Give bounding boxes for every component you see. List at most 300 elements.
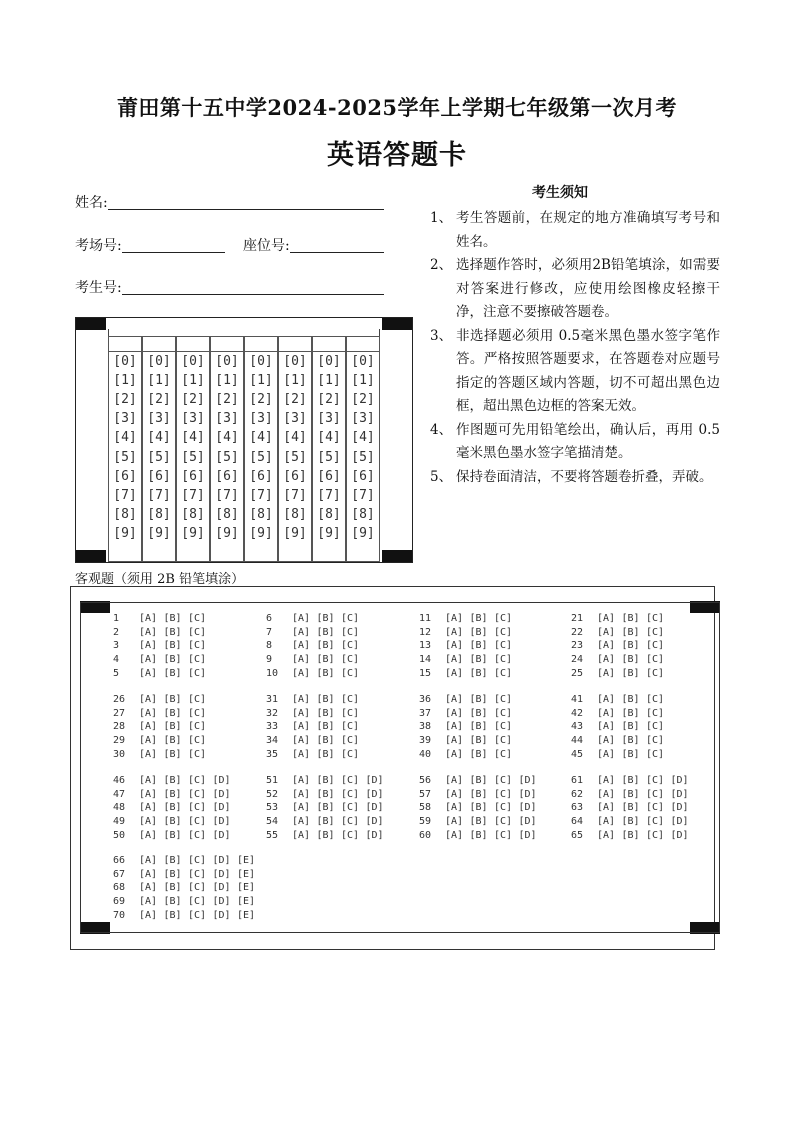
- answer-bubble[interactable]: [A]: [597, 667, 616, 679]
- answer-bubble[interactable]: [A]: [139, 855, 158, 866]
- id-digit-entry[interactable]: [210, 336, 244, 352]
- answer-bubble[interactable]: [B]: [469, 802, 488, 814]
- id-bubble[interactable]: [8]: [113, 506, 137, 522]
- answer-bubble[interactable]: [A]: [139, 613, 158, 624]
- answer-bubble[interactable]: [C]: [341, 626, 360, 638]
- answer-bubble[interactable]: [A]: [292, 626, 311, 638]
- answer-bubble[interactable]: [B]: [621, 667, 640, 679]
- answer-bubble[interactable]: [D]: [212, 909, 231, 921]
- answer-bubble[interactable]: [C]: [646, 613, 665, 624]
- id-bubble[interactable]: [7]: [181, 487, 205, 503]
- answer-bubble[interactable]: [C]: [494, 626, 513, 638]
- answer-bubble[interactable]: [A]: [139, 654, 158, 666]
- answer-bubble[interactable]: [B]: [621, 735, 640, 747]
- id-bubble[interactable]: [4]: [147, 430, 171, 446]
- answer-bubble[interactable]: [C]: [494, 707, 513, 719]
- id-bubble[interactable]: [5]: [147, 449, 171, 465]
- answer-bubble[interactable]: [B]: [316, 707, 335, 719]
- id-bubble[interactable]: [2]: [113, 392, 137, 408]
- answer-bubble[interactable]: [D]: [518, 775, 537, 786]
- answer-bubble[interactable]: [C]: [341, 694, 360, 705]
- answer-bubble[interactable]: [B]: [163, 896, 182, 908]
- answer-bubble[interactable]: [A]: [292, 667, 311, 679]
- id-digit-entry[interactable]: [278, 336, 312, 352]
- answer-bubble[interactable]: [B]: [163, 816, 182, 828]
- answer-bubble[interactable]: [D]: [518, 816, 537, 828]
- answer-bubble[interactable]: [D]: [212, 896, 231, 908]
- answer-bubble[interactable]: [B]: [621, 654, 640, 666]
- answer-bubble[interactable]: [B]: [316, 802, 335, 814]
- answer-bubble[interactable]: [B]: [469, 694, 488, 705]
- answer-bubble[interactable]: [B]: [621, 829, 640, 841]
- answer-bubble[interactable]: [A]: [445, 735, 464, 747]
- id-bubble[interactable]: [4]: [215, 430, 239, 446]
- answer-bubble[interactable]: [B]: [316, 721, 335, 733]
- answer-bubble[interactable]: [B]: [163, 882, 182, 894]
- id-digit-entry[interactable]: [108, 336, 142, 352]
- id-bubble[interactable]: [6]: [181, 468, 205, 484]
- answer-bubble[interactable]: [A]: [292, 816, 311, 828]
- answer-bubble[interactable]: [C]: [494, 816, 513, 828]
- answer-bubble[interactable]: [A]: [597, 707, 616, 719]
- answer-bubble[interactable]: [C]: [494, 775, 513, 786]
- answer-bubble[interactable]: [D]: [365, 802, 384, 814]
- id-bubble[interactable]: [0]: [283, 354, 307, 369]
- answer-bubble[interactable]: [D]: [212, 829, 231, 841]
- answer-bubble[interactable]: [B]: [163, 626, 182, 638]
- answer-bubble[interactable]: [A]: [139, 896, 158, 908]
- answer-bubble[interactable]: [B]: [621, 707, 640, 719]
- id-bubble[interactable]: [1]: [249, 373, 273, 389]
- answer-bubble[interactable]: [D]: [365, 816, 384, 828]
- answer-bubble[interactable]: [C]: [646, 788, 665, 800]
- id-bubble[interactable]: [2]: [317, 392, 341, 408]
- answer-bubble[interactable]: [D]: [212, 882, 231, 894]
- answer-bubble[interactable]: [C]: [646, 626, 665, 638]
- id-bubble[interactable]: [3]: [351, 411, 375, 427]
- answer-bubble[interactable]: [B]: [163, 735, 182, 747]
- answer-bubble[interactable]: [A]: [597, 626, 616, 638]
- answer-bubble[interactable]: [C]: [188, 748, 207, 760]
- answer-bubble[interactable]: [A]: [597, 802, 616, 814]
- answer-bubble[interactable]: [B]: [469, 707, 488, 719]
- id-bubble[interactable]: [1]: [113, 373, 137, 389]
- answer-bubble[interactable]: [A]: [139, 868, 158, 880]
- answer-bubble[interactable]: [A]: [445, 775, 464, 786]
- answer-bubble[interactable]: [C]: [188, 626, 207, 638]
- answer-bubble[interactable]: [A]: [139, 802, 158, 814]
- id-bubble[interactable]: [8]: [147, 506, 171, 522]
- answer-bubble[interactable]: [D]: [365, 829, 384, 841]
- answer-bubble[interactable]: [D]: [670, 816, 689, 828]
- id-bubble[interactable]: [2]: [181, 392, 205, 408]
- answer-bubble[interactable]: [D]: [518, 788, 537, 800]
- exam-room-input[interactable]: [122, 238, 225, 253]
- answer-bubble[interactable]: [C]: [341, 721, 360, 733]
- answer-bubble[interactable]: [A]: [139, 788, 158, 800]
- id-bubble[interactable]: [3]: [249, 411, 273, 427]
- answer-bubble[interactable]: [C]: [646, 816, 665, 828]
- answer-bubble[interactable]: [D]: [365, 788, 384, 800]
- id-digit-entry[interactable]: [244, 336, 278, 352]
- id-bubble[interactable]: [4]: [351, 430, 375, 446]
- id-bubble[interactable]: [6]: [283, 468, 307, 484]
- answer-bubble[interactable]: [C]: [341, 748, 360, 760]
- answer-bubble[interactable]: [A]: [597, 640, 616, 652]
- answer-bubble[interactable]: [C]: [646, 640, 665, 652]
- answer-bubble[interactable]: [A]: [292, 613, 311, 624]
- answer-bubble[interactable]: [B]: [163, 855, 182, 866]
- answer-bubble[interactable]: [A]: [597, 613, 616, 624]
- answer-bubble[interactable]: [B]: [469, 613, 488, 624]
- answer-bubble[interactable]: [C]: [494, 613, 513, 624]
- answer-bubble[interactable]: [A]: [445, 626, 464, 638]
- answer-bubble[interactable]: [B]: [469, 654, 488, 666]
- answer-bubble[interactable]: [C]: [188, 735, 207, 747]
- answer-bubble[interactable]: [A]: [292, 707, 311, 719]
- answer-bubble[interactable]: [A]: [445, 802, 464, 814]
- answer-bubble[interactable]: [A]: [445, 788, 464, 800]
- answer-bubble[interactable]: [A]: [597, 748, 616, 760]
- answer-bubble[interactable]: [B]: [163, 654, 182, 666]
- answer-bubble[interactable]: [B]: [163, 707, 182, 719]
- id-bubble[interactable]: [5]: [113, 449, 137, 465]
- answer-bubble[interactable]: [A]: [597, 816, 616, 828]
- answer-bubble[interactable]: [B]: [316, 816, 335, 828]
- answer-bubble[interactable]: [A]: [292, 694, 311, 705]
- id-bubble[interactable]: [4]: [283, 430, 307, 446]
- answer-bubble[interactable]: [C]: [494, 829, 513, 841]
- answer-bubble[interactable]: [B]: [316, 613, 335, 624]
- id-bubble[interactable]: [6]: [317, 468, 341, 484]
- answer-bubble[interactable]: [B]: [469, 748, 488, 760]
- id-bubble[interactable]: [3]: [317, 411, 341, 427]
- id-bubble[interactable]: [2]: [215, 392, 239, 408]
- answer-bubble[interactable]: [B]: [621, 748, 640, 760]
- answer-bubble[interactable]: [A]: [445, 654, 464, 666]
- id-bubble[interactable]: [5]: [351, 449, 375, 465]
- answer-bubble[interactable]: [A]: [445, 816, 464, 828]
- id-bubble[interactable]: [6]: [113, 468, 137, 484]
- answer-bubble[interactable]: [A]: [597, 735, 616, 747]
- answer-bubble[interactable]: [B]: [163, 721, 182, 733]
- id-bubble[interactable]: [3]: [113, 411, 137, 427]
- answer-bubble[interactable]: [B]: [163, 802, 182, 814]
- id-bubble[interactable]: [9]: [317, 525, 341, 541]
- id-bubble[interactable]: [9]: [249, 525, 273, 541]
- id-bubble[interactable]: [1]: [317, 373, 341, 389]
- answer-bubble[interactable]: [C]: [494, 667, 513, 679]
- answer-bubble[interactable]: [E]: [237, 855, 256, 866]
- answer-bubble[interactable]: [D]: [212, 868, 231, 880]
- answer-bubble[interactable]: [B]: [316, 748, 335, 760]
- answer-bubble[interactable]: [A]: [292, 654, 311, 666]
- answer-bubble[interactable]: [B]: [469, 735, 488, 747]
- id-bubble[interactable]: [1]: [351, 373, 375, 389]
- answer-bubble[interactable]: [A]: [445, 613, 464, 624]
- answer-bubble[interactable]: [B]: [163, 748, 182, 760]
- id-bubble[interactable]: [7]: [351, 487, 375, 503]
- answer-bubble[interactable]: [E]: [237, 868, 256, 880]
- answer-bubble[interactable]: [C]: [341, 788, 360, 800]
- answer-bubble[interactable]: [C]: [188, 775, 207, 786]
- answer-bubble[interactable]: [A]: [292, 721, 311, 733]
- id-bubble[interactable]: [3]: [283, 411, 307, 427]
- answer-bubble[interactable]: [B]: [316, 667, 335, 679]
- answer-bubble[interactable]: [B]: [469, 775, 488, 786]
- answer-bubble[interactable]: [B]: [163, 667, 182, 679]
- answer-bubble[interactable]: [B]: [469, 788, 488, 800]
- answer-bubble[interactable]: [C]: [646, 721, 665, 733]
- answer-bubble[interactable]: [A]: [139, 694, 158, 705]
- answer-bubble[interactable]: [C]: [341, 707, 360, 719]
- id-bubble[interactable]: [9]: [113, 525, 137, 541]
- answer-bubble[interactable]: [A]: [597, 775, 616, 786]
- answer-bubble[interactable]: [A]: [292, 640, 311, 652]
- answer-bubble[interactable]: [D]: [518, 829, 537, 841]
- id-bubble[interactable]: [0]: [181, 354, 205, 369]
- answer-bubble[interactable]: [C]: [188, 640, 207, 652]
- answer-bubble[interactable]: [B]: [621, 613, 640, 624]
- id-bubble[interactable]: [1]: [181, 373, 205, 389]
- answer-bubble[interactable]: [C]: [341, 829, 360, 841]
- id-bubble[interactable]: [5]: [249, 449, 273, 465]
- answer-bubble[interactable]: [A]: [139, 721, 158, 733]
- answer-bubble[interactable]: [B]: [316, 775, 335, 786]
- id-bubble[interactable]: [8]: [351, 506, 375, 522]
- answer-bubble[interactable]: [C]: [646, 707, 665, 719]
- answer-bubble[interactable]: [C]: [646, 748, 665, 760]
- id-bubble[interactable]: [3]: [181, 411, 205, 427]
- id-bubble[interactable]: [7]: [249, 487, 273, 503]
- answer-bubble[interactable]: [A]: [292, 829, 311, 841]
- answer-bubble[interactable]: [A]: [139, 640, 158, 652]
- id-bubble[interactable]: [8]: [283, 506, 307, 522]
- answer-bubble[interactable]: [E]: [237, 909, 256, 921]
- student-id-input[interactable]: [122, 280, 384, 295]
- id-bubble[interactable]: [2]: [351, 392, 375, 408]
- id-bubble[interactable]: [0]: [215, 354, 239, 369]
- id-bubble[interactable]: [4]: [181, 430, 205, 446]
- answer-bubble[interactable]: [A]: [445, 694, 464, 705]
- answer-bubble[interactable]: [C]: [188, 707, 207, 719]
- id-bubble[interactable]: [6]: [351, 468, 375, 484]
- answer-bubble[interactable]: [A]: [597, 721, 616, 733]
- answer-bubble[interactable]: [B]: [621, 721, 640, 733]
- answer-bubble[interactable]: [D]: [365, 775, 384, 786]
- answer-bubble[interactable]: [B]: [621, 640, 640, 652]
- id-bubble[interactable]: [0]: [249, 354, 273, 369]
- answer-bubble[interactable]: [B]: [163, 640, 182, 652]
- id-bubble[interactable]: [9]: [283, 525, 307, 541]
- answer-bubble[interactable]: [A]: [597, 788, 616, 800]
- id-bubble[interactable]: [4]: [113, 430, 137, 446]
- answer-bubble[interactable]: [C]: [341, 775, 360, 786]
- answer-bubble[interactable]: [D]: [670, 788, 689, 800]
- answer-bubble[interactable]: [A]: [445, 829, 464, 841]
- answer-bubble[interactable]: [C]: [188, 909, 207, 921]
- answer-bubble[interactable]: [C]: [494, 694, 513, 705]
- answer-bubble[interactable]: [D]: [212, 788, 231, 800]
- answer-bubble[interactable]: [B]: [621, 626, 640, 638]
- answer-bubble[interactable]: [D]: [212, 816, 231, 828]
- answer-bubble[interactable]: [C]: [188, 868, 207, 880]
- answer-bubble[interactable]: [B]: [163, 694, 182, 705]
- answer-bubble[interactable]: [B]: [469, 816, 488, 828]
- id-bubble[interactable]: [4]: [249, 430, 273, 446]
- answer-bubble[interactable]: [C]: [494, 654, 513, 666]
- id-bubble[interactable]: [5]: [317, 449, 341, 465]
- answer-bubble[interactable]: [C]: [494, 788, 513, 800]
- answer-bubble[interactable]: [A]: [292, 735, 311, 747]
- answer-bubble[interactable]: [C]: [188, 829, 207, 841]
- answer-bubble[interactable]: [B]: [469, 626, 488, 638]
- id-bubble[interactable]: [9]: [147, 525, 171, 541]
- id-bubble[interactable]: [8]: [215, 506, 239, 522]
- answer-bubble[interactable]: [B]: [316, 654, 335, 666]
- id-bubble[interactable]: [7]: [215, 487, 239, 503]
- answer-bubble[interactable]: [D]: [670, 829, 689, 841]
- answer-bubble[interactable]: [D]: [670, 802, 689, 814]
- seat-input[interactable]: [290, 238, 384, 253]
- id-bubble[interactable]: [1]: [283, 373, 307, 389]
- id-bubble[interactable]: [5]: [283, 449, 307, 465]
- answer-bubble[interactable]: [A]: [139, 667, 158, 679]
- answer-bubble[interactable]: [C]: [188, 882, 207, 894]
- answer-bubble[interactable]: [C]: [341, 816, 360, 828]
- answer-bubble[interactable]: [E]: [237, 896, 256, 908]
- answer-bubble[interactable]: [C]: [188, 816, 207, 828]
- answer-bubble[interactable]: [C]: [494, 748, 513, 760]
- answer-bubble[interactable]: [C]: [646, 694, 665, 705]
- id-bubble[interactable]: [5]: [215, 449, 239, 465]
- answer-bubble[interactable]: [A]: [139, 626, 158, 638]
- id-bubble[interactable]: [1]: [147, 373, 171, 389]
- id-bubble[interactable]: [6]: [147, 468, 171, 484]
- answer-bubble[interactable]: [B]: [316, 788, 335, 800]
- answer-bubble[interactable]: [B]: [163, 788, 182, 800]
- answer-bubble[interactable]: [A]: [139, 775, 158, 786]
- id-bubble[interactable]: [2]: [147, 392, 171, 408]
- name-input[interactable]: [108, 195, 384, 210]
- answer-bubble[interactable]: [A]: [139, 707, 158, 719]
- answer-bubble[interactable]: [D]: [212, 855, 231, 866]
- answer-bubble[interactable]: [B]: [621, 788, 640, 800]
- id-bubble[interactable]: [0]: [351, 354, 375, 369]
- answer-bubble[interactable]: [C]: [341, 735, 360, 747]
- answer-bubble[interactable]: [B]: [316, 735, 335, 747]
- answer-bubble[interactable]: [A]: [597, 654, 616, 666]
- answer-bubble[interactable]: [A]: [597, 829, 616, 841]
- answer-bubble[interactable]: [C]: [341, 654, 360, 666]
- answer-bubble[interactable]: [C]: [188, 788, 207, 800]
- id-bubble[interactable]: [5]: [181, 449, 205, 465]
- answer-bubble[interactable]: [D]: [212, 802, 231, 814]
- answer-bubble[interactable]: [C]: [494, 802, 513, 814]
- id-bubble[interactable]: [7]: [317, 487, 341, 503]
- answer-bubble[interactable]: [C]: [646, 667, 665, 679]
- answer-bubble[interactable]: [B]: [621, 694, 640, 705]
- answer-bubble[interactable]: [C]: [188, 613, 207, 624]
- answer-bubble[interactable]: [A]: [292, 748, 311, 760]
- answer-bubble[interactable]: [A]: [139, 748, 158, 760]
- answer-bubble[interactable]: [B]: [316, 640, 335, 652]
- answer-bubble[interactable]: [B]: [316, 626, 335, 638]
- answer-bubble[interactable]: [C]: [646, 735, 665, 747]
- answer-bubble[interactable]: [C]: [188, 721, 207, 733]
- answer-bubble[interactable]: [A]: [139, 909, 158, 921]
- answer-bubble[interactable]: [C]: [188, 802, 207, 814]
- id-digit-entry[interactable]: [312, 336, 346, 352]
- id-digit-entry[interactable]: [346, 336, 380, 352]
- answer-bubble[interactable]: [A]: [445, 667, 464, 679]
- id-bubble[interactable]: [2]: [249, 392, 273, 408]
- id-bubble[interactable]: [7]: [283, 487, 307, 503]
- answer-bubble[interactable]: [B]: [163, 868, 182, 880]
- id-bubble[interactable]: [0]: [147, 354, 171, 369]
- id-bubble[interactable]: [8]: [181, 506, 205, 522]
- answer-bubble[interactable]: [C]: [494, 721, 513, 733]
- answer-bubble[interactable]: [C]: [341, 640, 360, 652]
- id-bubble[interactable]: [8]: [249, 506, 273, 522]
- answer-bubble[interactable]: [A]: [445, 721, 464, 733]
- answer-bubble[interactable]: [B]: [316, 694, 335, 705]
- answer-bubble[interactable]: [C]: [646, 802, 665, 814]
- id-bubble[interactable]: [0]: [113, 354, 137, 369]
- answer-bubble[interactable]: [A]: [292, 802, 311, 814]
- answer-bubble[interactable]: [E]: [237, 882, 256, 894]
- answer-bubble[interactable]: [A]: [445, 707, 464, 719]
- answer-bubble[interactable]: [B]: [316, 829, 335, 841]
- id-bubble[interactable]: [1]: [215, 373, 239, 389]
- answer-bubble[interactable]: [B]: [163, 909, 182, 921]
- id-bubble[interactable]: [7]: [147, 487, 171, 503]
- id-bubble[interactable]: [6]: [249, 468, 273, 484]
- answer-bubble[interactable]: [C]: [188, 896, 207, 908]
- answer-bubble[interactable]: [D]: [212, 775, 231, 786]
- answer-bubble[interactable]: [A]: [139, 882, 158, 894]
- answer-bubble[interactable]: [C]: [646, 775, 665, 786]
- answer-bubble[interactable]: [A]: [292, 788, 311, 800]
- answer-bubble[interactable]: [A]: [597, 694, 616, 705]
- id-bubble[interactable]: [8]: [317, 506, 341, 522]
- id-bubble[interactable]: [9]: [351, 525, 375, 541]
- id-bubble[interactable]: [7]: [113, 487, 137, 503]
- answer-bubble[interactable]: [C]: [188, 667, 207, 679]
- id-bubble[interactable]: [9]: [215, 525, 239, 541]
- id-digit-entry[interactable]: [176, 336, 210, 352]
- answer-bubble[interactable]: [A]: [445, 748, 464, 760]
- answer-bubble[interactable]: [C]: [341, 802, 360, 814]
- answer-bubble[interactable]: [C]: [188, 694, 207, 705]
- answer-bubble[interactable]: [B]: [621, 775, 640, 786]
- answer-bubble[interactable]: [C]: [341, 613, 360, 624]
- answer-bubble[interactable]: [C]: [646, 654, 665, 666]
- id-bubble[interactable]: [3]: [147, 411, 171, 427]
- answer-bubble[interactable]: [B]: [469, 667, 488, 679]
- answer-bubble[interactable]: [B]: [163, 613, 182, 624]
- id-bubble[interactable]: [0]: [317, 354, 341, 369]
- answer-bubble[interactable]: [C]: [188, 654, 207, 666]
- answer-bubble[interactable]: [B]: [469, 721, 488, 733]
- answer-bubble[interactable]: [A]: [139, 735, 158, 747]
- id-digit-entry[interactable]: [142, 336, 176, 352]
- answer-bubble[interactable]: [D]: [670, 775, 689, 786]
- answer-bubble[interactable]: [A]: [139, 816, 158, 828]
- answer-bubble[interactable]: [B]: [621, 816, 640, 828]
- id-bubble[interactable]: [4]: [317, 430, 341, 446]
- id-bubble[interactable]: [6]: [215, 468, 239, 484]
